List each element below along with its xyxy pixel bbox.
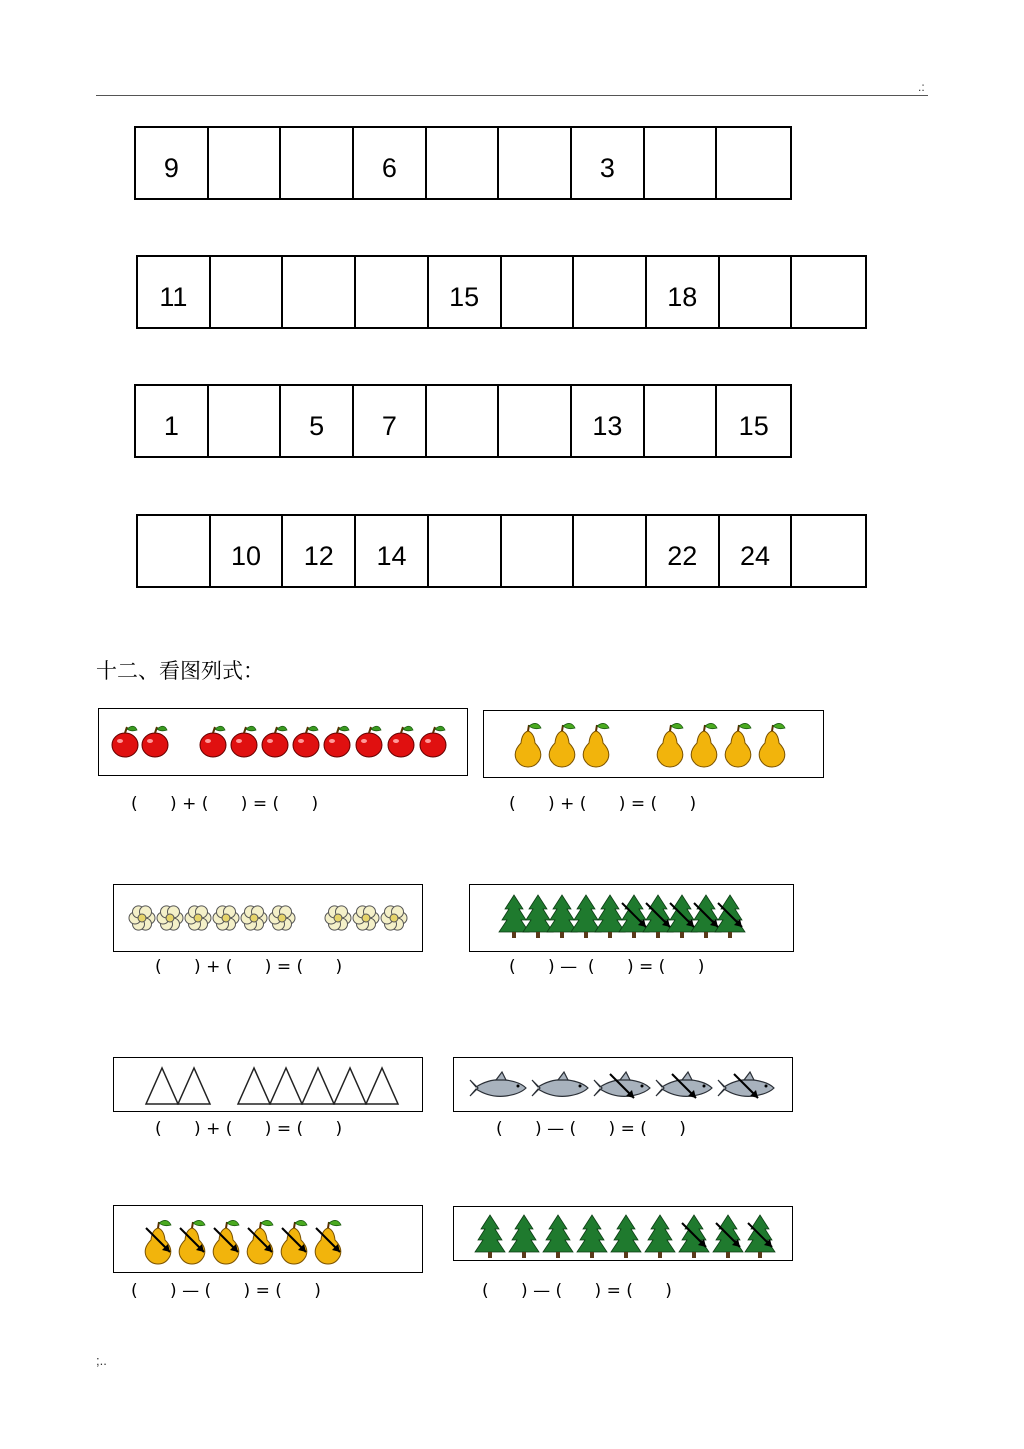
number-cell[interactable] [499, 386, 572, 456]
number-cell[interactable]: 10 [211, 516, 284, 586]
number-cell[interactable] [427, 386, 500, 456]
apple-icons [99, 709, 469, 777]
footer-mark: ;.. [96, 1353, 107, 1368]
flower-icons [114, 885, 424, 953]
picture-box-trees-crossed [453, 1206, 793, 1261]
tree-icons [470, 885, 795, 953]
number-cell[interactable] [356, 257, 429, 327]
number-cell[interactable]: 5 [281, 386, 354, 456]
picture-box-pears [483, 710, 824, 778]
number-row-1 [134, 126, 792, 200]
number-cell[interactable] [645, 128, 718, 198]
number-cell[interactable] [281, 128, 354, 198]
number-cell[interactable]: 12 [283, 516, 356, 586]
number-cell[interactable] [138, 516, 211, 586]
number-cell[interactable]: 1 [136, 386, 209, 456]
section-title: 十二、看图列式： [96, 659, 264, 683]
number-cell[interactable] [502, 516, 575, 586]
number-cell[interactable] [427, 128, 500, 198]
pear-icons [114, 1206, 424, 1274]
number-cell[interactable]: 13 [572, 386, 645, 456]
number-cell[interactable]: 24 [720, 516, 793, 586]
triangle-icons [114, 1058, 424, 1113]
picture-box-triangles [113, 1057, 423, 1112]
equation-5[interactable]: ( ) + ( ) = ( ) [155, 1119, 343, 1139]
number-row-3 [134, 384, 792, 458]
equation-8[interactable]: ( ) — ( ) = ( ) [482, 1281, 672, 1301]
equation-6[interactable]: ( ) — ( ) = ( ) [496, 1119, 686, 1139]
number-cell[interactable]: 7 [354, 386, 427, 456]
number-row-2 [136, 255, 867, 329]
number-cell[interactable] [499, 128, 572, 198]
equation-4[interactable]: ( ) — ( ) = ( ) [509, 957, 705, 977]
picture-box-pears-crossed [113, 1205, 423, 1273]
picture-box-apples [98, 708, 468, 776]
number-cell[interactable] [792, 257, 865, 327]
number-cell[interactable] [574, 516, 647, 586]
number-cell[interactable] [211, 257, 284, 327]
number-cell[interactable] [645, 386, 718, 456]
number-cell[interactable]: 22 [647, 516, 720, 586]
number-cell[interactable] [283, 257, 356, 327]
number-cell[interactable]: 15 [429, 257, 502, 327]
number-cell[interactable] [429, 516, 502, 586]
fish-icons [454, 1058, 794, 1113]
number-cell[interactable] [502, 257, 575, 327]
number-cell[interactable]: 18 [647, 257, 720, 327]
number-cell[interactable]: 9 [136, 128, 209, 198]
picture-box-trees [469, 884, 794, 952]
number-cell[interactable]: 6 [354, 128, 427, 198]
equation-1[interactable]: ( ) + ( ) = ( ) [131, 794, 319, 814]
number-cell[interactable] [209, 386, 282, 456]
tree-icons [454, 1207, 794, 1262]
number-cell[interactable]: 3 [572, 128, 645, 198]
number-cell[interactable]: 11 [138, 257, 211, 327]
header-mark: .: [918, 80, 925, 94]
number-cell[interactable] [574, 257, 647, 327]
number-cell[interactable] [209, 128, 282, 198]
number-cell[interactable] [792, 516, 865, 586]
equation-3[interactable]: ( ) + ( ) = ( ) [155, 957, 343, 977]
number-cell[interactable] [720, 257, 793, 327]
number-cell[interactable] [717, 128, 790, 198]
number-row-4 [136, 514, 867, 588]
number-cell[interactable]: 14 [356, 516, 429, 586]
equation-2[interactable]: ( ) + ( ) = ( ) [509, 794, 697, 814]
number-cell[interactable]: 15 [738, 410, 769, 441]
pear-icons [484, 711, 825, 779]
equation-7[interactable]: ( ) — ( ) = ( ) [131, 1281, 321, 1301]
header-rule [96, 95, 928, 96]
picture-box-flowers [113, 884, 423, 952]
picture-box-fish [453, 1057, 793, 1112]
